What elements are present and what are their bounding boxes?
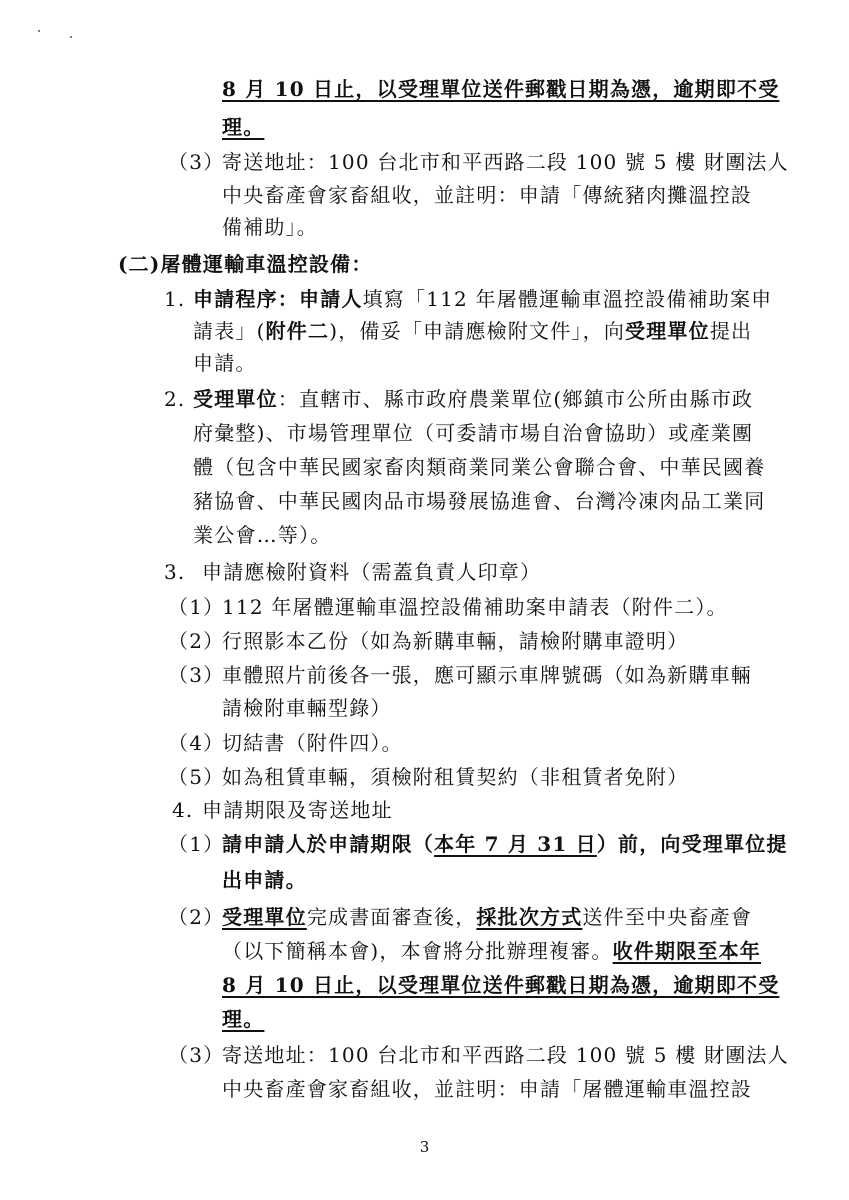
item2-line1 [193, 386, 753, 412]
item2-line4: 豬協會、中華民國肉品市場發展協進會、台灣冷凍肉品工業同 [193, 489, 766, 513]
item1-text1: 填寫「112 年屠體運輸車溫控設備補助案申 [362, 287, 773, 311]
item1-attachment: 附件二 [265, 319, 330, 343]
item4-sub2-num: （2） [168, 905, 225, 929]
item4-sub2-line2 [222, 938, 761, 964]
item4-sub2-line3: 8 月 10 日止，以受理單位送件郵戳日期為憑，逾期即不受 [222, 973, 780, 997]
item4-sub1-line1 [222, 831, 788, 857]
item1-line1 [193, 286, 772, 312]
item3-num: 3. [164, 560, 186, 584]
item3-sub3-text: 車體照片前後各一張，應可顯示車牌號碼（如為新購車輛 [222, 663, 752, 687]
item4-sub2-line1 [222, 904, 752, 930]
item4-sub1-num: （1） [168, 832, 225, 856]
item2-num: 2. [164, 387, 186, 411]
item4-sub3-num: （3） [168, 1043, 225, 1067]
item2-label: 受理單位 [193, 387, 278, 411]
item1-applicant: 申請人 [299, 287, 363, 311]
item4-sub2-line2a: （以下簡稱本會)，本會將分批辦理複審。 [222, 939, 613, 963]
item4-sub2-a: 受理單位 [222, 905, 307, 929]
item4-sub2-d: 送件至中央畜產會 [582, 905, 753, 929]
scan-speck [38, 30, 40, 32]
item3-sub1-num: （1） [168, 595, 225, 619]
item4-sub2-b: 完成書面審查後， [306, 905, 477, 929]
item4-sub1-c: ）前，向受理單位提 [596, 832, 788, 856]
prev-address-line3: 備補助」。 [222, 215, 318, 239]
prev-address-line2: 中央畜產會家畜組收，並註明：申請「傳統豬肉攤溫控設 [222, 183, 752, 207]
item2-line3: 體（包含中華民國家畜肉類商業同業公會聯合會、中華民國養 [193, 455, 766, 479]
item3-sub4-text: 切結書（附件四）。 [222, 731, 403, 755]
item1-text2a: 請表」( [193, 319, 266, 343]
prev-address-line1: 寄送地址：100 台北市和平西路二段 100 號 5 樓 財團法人 [222, 150, 789, 174]
item4-sub1-b: 本年 7 月 31 日 [434, 832, 597, 856]
item3-sub5-num: （5） [168, 765, 225, 789]
item4-sub2-c: 採批次方式 [476, 905, 583, 929]
item2-line2: 府彙整)、市場管理單位（可委請市場自治會協助）或產業團 [193, 421, 754, 445]
item3-sub2-num: （2） [168, 629, 225, 653]
item2-line5: 業公會…等）。 [193, 523, 332, 547]
item4-sub2-line4: 理。 [222, 1007, 265, 1031]
item1-line2 [193, 318, 752, 344]
item1-line3: 申請。 [193, 351, 257, 375]
scan-speck [70, 36, 72, 38]
item3-sub5-text: 如為租賃車輛，須檢附租賃契約（非租賃者免附） [222, 765, 689, 789]
item4-sub1-line2: 出申請。 [222, 868, 307, 892]
item1-num: 1. [164, 287, 186, 311]
item3-sub3-text2: 請檢附車輛型錄） [222, 696, 392, 720]
item4-sub1-a: 請申請人於申請期限（ [222, 832, 434, 856]
item1-text2b: )，備妥「申請應檢附文件」，向 [329, 319, 626, 343]
item3-title: 申請應檢附資料（需蓋負責人印章） [202, 560, 542, 584]
item2-line1-text: ：直轄市、縣市政府農業單位(鄉鎮市公所由縣市政 [277, 387, 754, 411]
item3-sub1-text: 112 年屠體運輸車溫控設備補助案申請表（附件二）。 [222, 595, 728, 619]
item1-unit: 受理單位 [625, 319, 710, 343]
page-number: 3 [419, 1138, 430, 1156]
item4-sub2-line2b: 收件期限至本年 [612, 939, 762, 963]
prev-deadline-line2: 理。 [222, 115, 265, 139]
item4-sub3-line2: 中央畜產會家畜組收，並註明：申請「屠體運輸車溫控設 [222, 1077, 752, 1101]
prev-address-num: （3） [168, 150, 225, 174]
item4-num: 4. [172, 798, 194, 822]
item3-sub4-num: （4） [168, 731, 225, 755]
item3-sub3-num: （3） [168, 663, 225, 687]
item4-title: 申請期限及寄送地址 [202, 798, 393, 822]
item4-sub3-line1: 寄送地址：100 台北市和平西路二段 100 號 5 樓 財團法人 [222, 1043, 789, 1067]
item1-label: 申請程序： [193, 287, 299, 311]
item1-text2c: 提出 [709, 319, 753, 343]
item3-sub2-text: 行照影本乙份（如為新購車輛，請檢附購車證明） [222, 629, 689, 653]
prev-deadline-line1: 8 月 10 日止，以受理單位送件郵戳日期為憑，逾期即不受 [222, 77, 780, 101]
section2-heading: (二)屠體運輸車溫控設備： [118, 252, 373, 276]
